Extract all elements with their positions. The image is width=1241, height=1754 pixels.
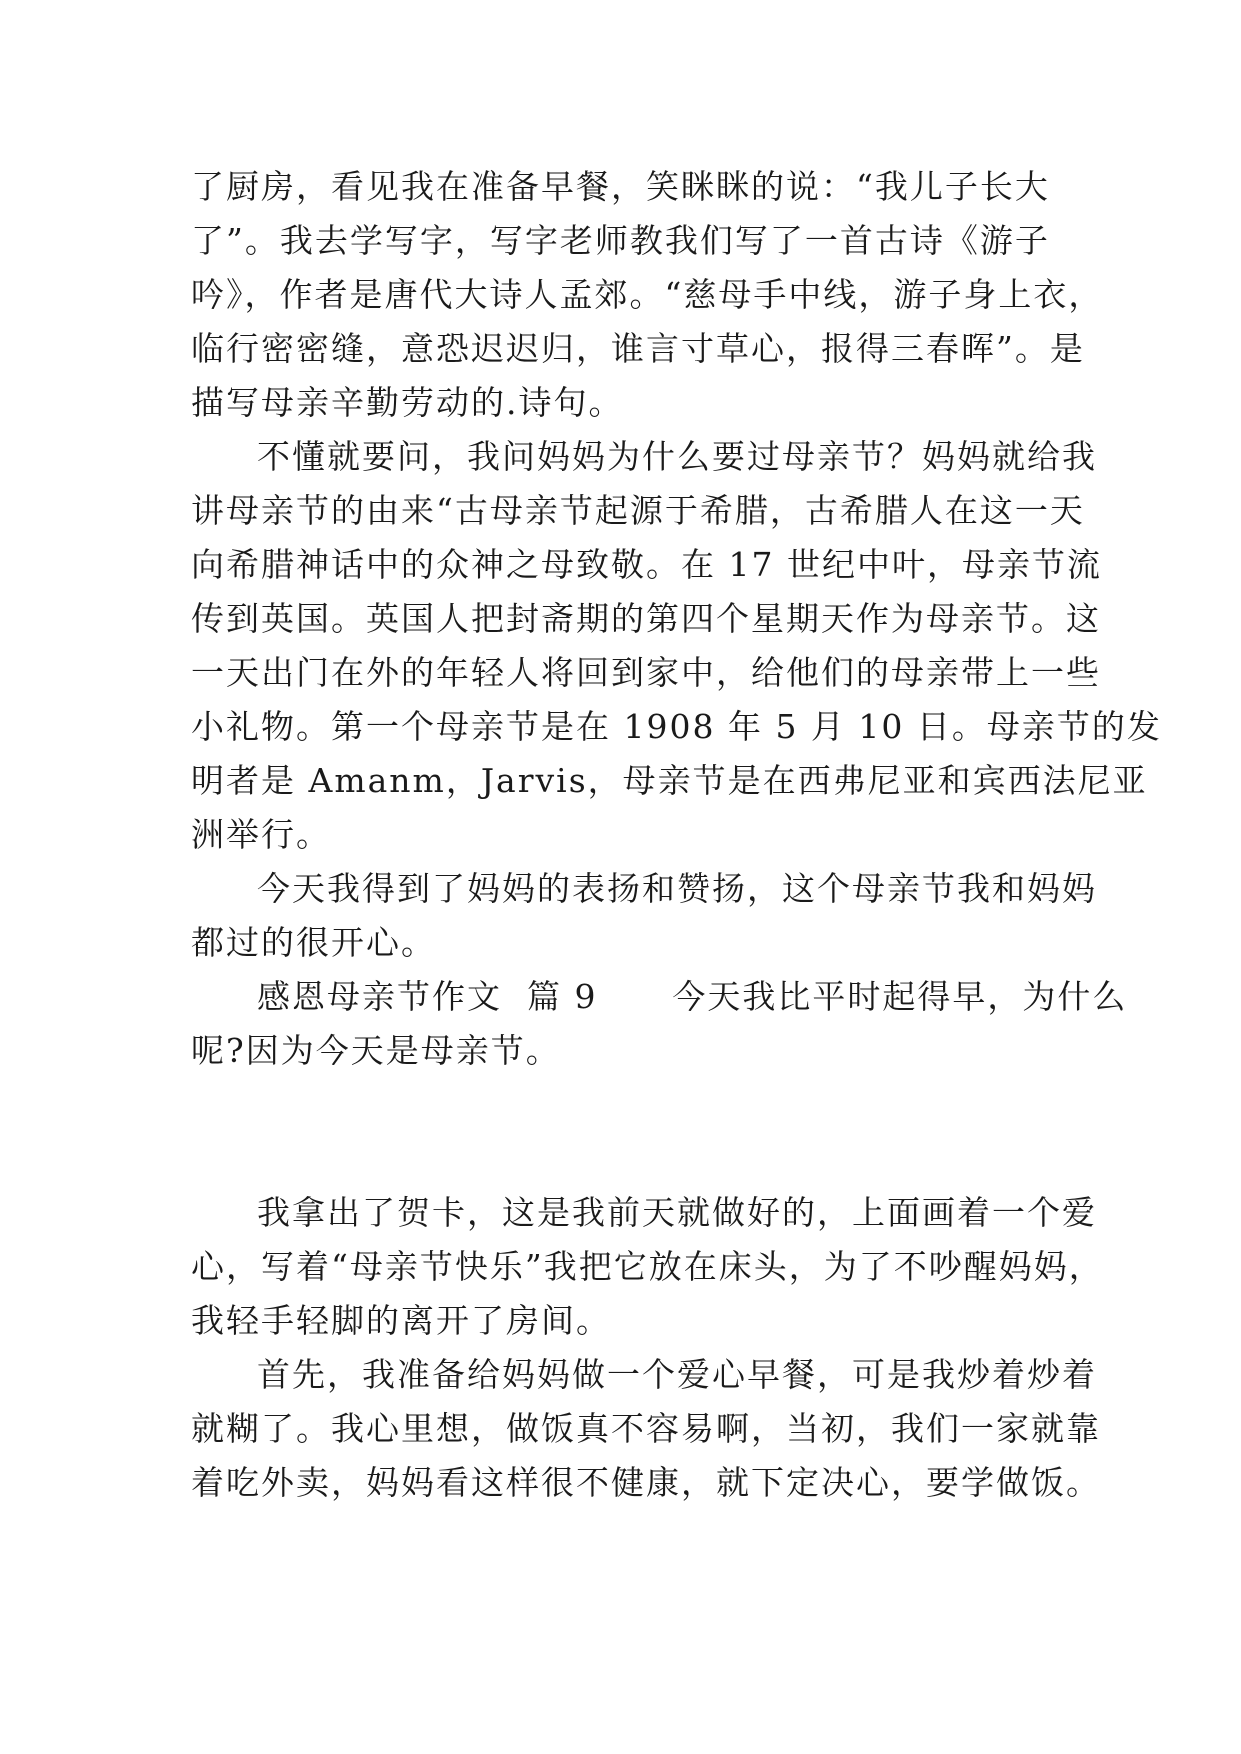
text-line: 吟》，作者是唐代大诗人孟郊。“慈母手中线，游子身上衣， bbox=[191, 275, 1104, 314]
text-line: 呢?因为今天是母亲节。 bbox=[191, 1031, 561, 1070]
text-line: 不懂就要问，我问妈妈为什么要过母亲节？妈妈就给我 bbox=[257, 437, 1097, 476]
paragraph-breakfast bbox=[191, 1348, 1101, 1510]
text-line: 都过的很开心。 bbox=[191, 923, 436, 962]
text-line: 心，写着“母亲节快乐”我把它放在床头，为了不吵醒妈妈， bbox=[191, 1247, 1104, 1286]
text-line: 描写母亲辛勤劳动的.诗句。 bbox=[191, 383, 624, 422]
text-line: 着吃外卖，妈妈看这样很不健康，就下定决心，要学做饭。 bbox=[191, 1463, 1101, 1502]
paragraph-spacer bbox=[191, 1078, 1071, 1186]
text-line: 一天出门在外的年轻人将回到家中，给他们的母亲带上一些 bbox=[191, 653, 1101, 692]
text-line: 临行密密缝，意恐迟迟归，谁言寸草心，报得三春晖”。是 bbox=[191, 329, 1085, 368]
paragraph-essay-9-intro bbox=[191, 970, 1128, 1078]
text-line: 我拿出了贺卡，这是我前天就做好的，上面画着一个爱 bbox=[257, 1193, 1097, 1232]
text-line: 我轻手轻脚的离开了房间。 bbox=[191, 1301, 611, 1340]
text-line: 今天我得到了妈妈的表扬和赞扬，这个母亲节我和妈妈 bbox=[257, 869, 1097, 908]
text-line: 就糊了。我心里想，做饭真不容易啊，当初，我们一家就靠 bbox=[191, 1409, 1101, 1448]
text-line: 了”。我去学写字，写字老师教我们写了一首古诗《游子 bbox=[191, 221, 1050, 260]
document-body bbox=[191, 160, 1162, 1510]
text-line: 向希腊神话中的众神之母致敬。在 17 世纪中叶，母亲节流 bbox=[191, 545, 1102, 584]
text-line: 讲母亲节的由来“古母亲节起源于希腊，古希腊人在这一天 bbox=[191, 491, 1085, 530]
text-line: 传到英国。英国人把封斋期的第四个星期天作为母亲节。这 bbox=[191, 599, 1101, 638]
paragraph-praise bbox=[191, 862, 1097, 970]
text-line: 了厨房，看见我在准备早餐，笑眯眯的说：“我儿子长大 bbox=[191, 167, 1050, 206]
text-line: 感恩母亲节作文 篇 9 今天我比平时起得早，为什么 bbox=[257, 977, 1128, 1016]
paragraph-mothers-day-origin bbox=[191, 430, 1162, 862]
paragraph-greeting-card bbox=[191, 1186, 1104, 1348]
text-line: 小礼物。第一个母亲节是在 1908 年 5 月 10 日。母亲节的发 bbox=[191, 707, 1162, 746]
paragraph-kitchen-poem bbox=[191, 160, 1104, 430]
text-line: 首先，我准备给妈妈做一个爱心早餐，可是我炒着炒着 bbox=[257, 1355, 1097, 1394]
text-line: 明者是 Amanm，Jarvis，母亲节是在西弗尼亚和宾西法尼亚 bbox=[191, 761, 1148, 800]
text-line: 洲举行。 bbox=[191, 815, 331, 854]
